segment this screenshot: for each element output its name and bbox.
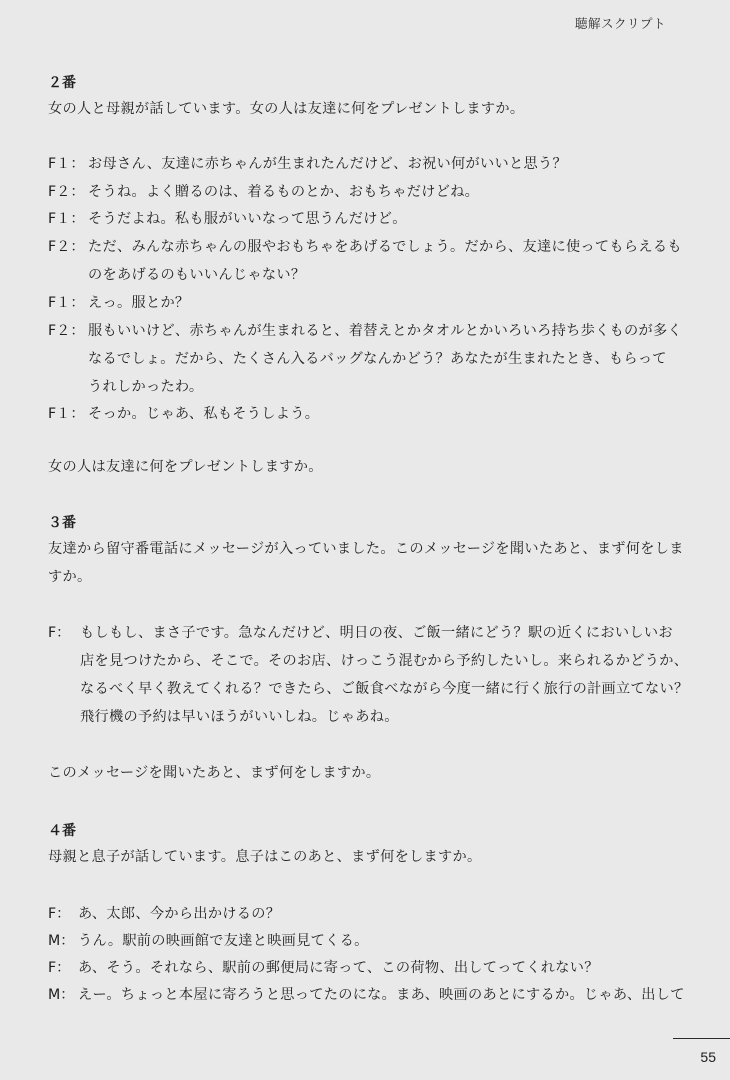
speaker-label: F２： [48, 239, 85, 255]
speaker-label: F： [48, 625, 71, 641]
page-number: 55 [700, 1049, 716, 1065]
dialogue-line: 飛行機の予約は早いほうがいいしね。じゃあね。 [80, 709, 399, 725]
speaker-label: M： [48, 987, 75, 1003]
dialogue-line: お母さん、友達に赤ちゃんが生まれたんだけど、お祝い何がいいと思う？ [88, 156, 567, 172]
dialogue-line: うん。駅前の映画館で友達と映画見てくる。 [78, 933, 369, 949]
dialogue-line: のをあげるのもいいんじゃない？ [88, 267, 306, 283]
footer-rule [673, 1038, 730, 1039]
dialogue-line: そうだよね。私も服がいいなって思うんだけど。 [88, 211, 407, 227]
dialogue-line: あ、太郎、今から出かけるの？ [78, 906, 281, 922]
dialogue-line: あ、そう。それなら、駅前の郵便局に寄って、この荷物、出してってくれない？ [78, 960, 599, 976]
dialogue-line: えー。ちょっと本屋に寄ろうと思ってたのにな。まあ、映画のあとにするか。じゃあ、出して [78, 987, 685, 1003]
dialogue-line: うれしかったわ。 [88, 379, 204, 395]
question-text: 母親と息子が話しています。息子はこのあと、まず何をしますか。 [48, 849, 482, 865]
speaker-label: F１： [48, 211, 85, 227]
dialogue-line: もしもし、まさ子です。急なんだけど、明日の夜、ご飯一緒にどう？駅の近くにおいしいお [80, 625, 673, 641]
question-text: 女の人と母親が話しています。女の人は友達に何をプレゼントしますか。 [48, 101, 525, 117]
speaker-label: F１： [48, 295, 85, 311]
question-text: 友達から留守番電話にメッセージが入っていました。このメッセージを聞いたあと、まず何をしま [48, 541, 684, 557]
section-number: ３番 [48, 515, 76, 531]
question-text: このメッセージを聞いたあと、まず何をしますか。 [48, 765, 381, 781]
speaker-label: F１： [48, 406, 85, 422]
question-text: 女の人は友達に何をプレゼントしますか。 [48, 459, 323, 475]
section-number: ２番 [48, 75, 76, 91]
speaker-label: F１： [48, 156, 85, 172]
dialogue-line: 服もいいけど、赤ちゃんが生まれると、着替えとかタオルとかいろいろ持ち歩くものが多く [88, 323, 682, 339]
question-text: すか。 [48, 569, 92, 585]
speaker-label: F２： [48, 184, 85, 200]
dialogue-line: そうね。よく贈るのは、着るものとか、おもちゃだけどね。 [88, 184, 480, 200]
dialogue-line: なるでしょ。だから、たくさん入るバッグなんかどう？あなたが生まれたとき、もらって [88, 351, 667, 367]
dialogue-line: そっか。じゃあ、私もそうしよう。 [88, 406, 320, 422]
speaker-label: F： [48, 906, 71, 922]
dialogue-line: ただ、みんな赤ちゃんの服やおもちゃをあげるでしょう。だから、友達に使ってもらえるも [88, 239, 682, 255]
speaker-label: F： [48, 960, 71, 976]
dialogue-line: 店を見つけたから、そこで。そのお店、けっこう混むから予約したいし。来られるかどうか、 [80, 653, 689, 669]
dialogue-line: なるべく早く教えてくれる？できたら、ご飯食べながら今度一緒に行く旅行の計画立てない？ [80, 681, 689, 697]
section-number: ４番 [48, 823, 76, 839]
dialogue-line: えっ。服とか？ [88, 295, 190, 311]
speaker-label: M： [48, 933, 75, 949]
speaker-label: F２： [48, 323, 85, 339]
running-header: 聴解スクリプト [574, 16, 666, 31]
